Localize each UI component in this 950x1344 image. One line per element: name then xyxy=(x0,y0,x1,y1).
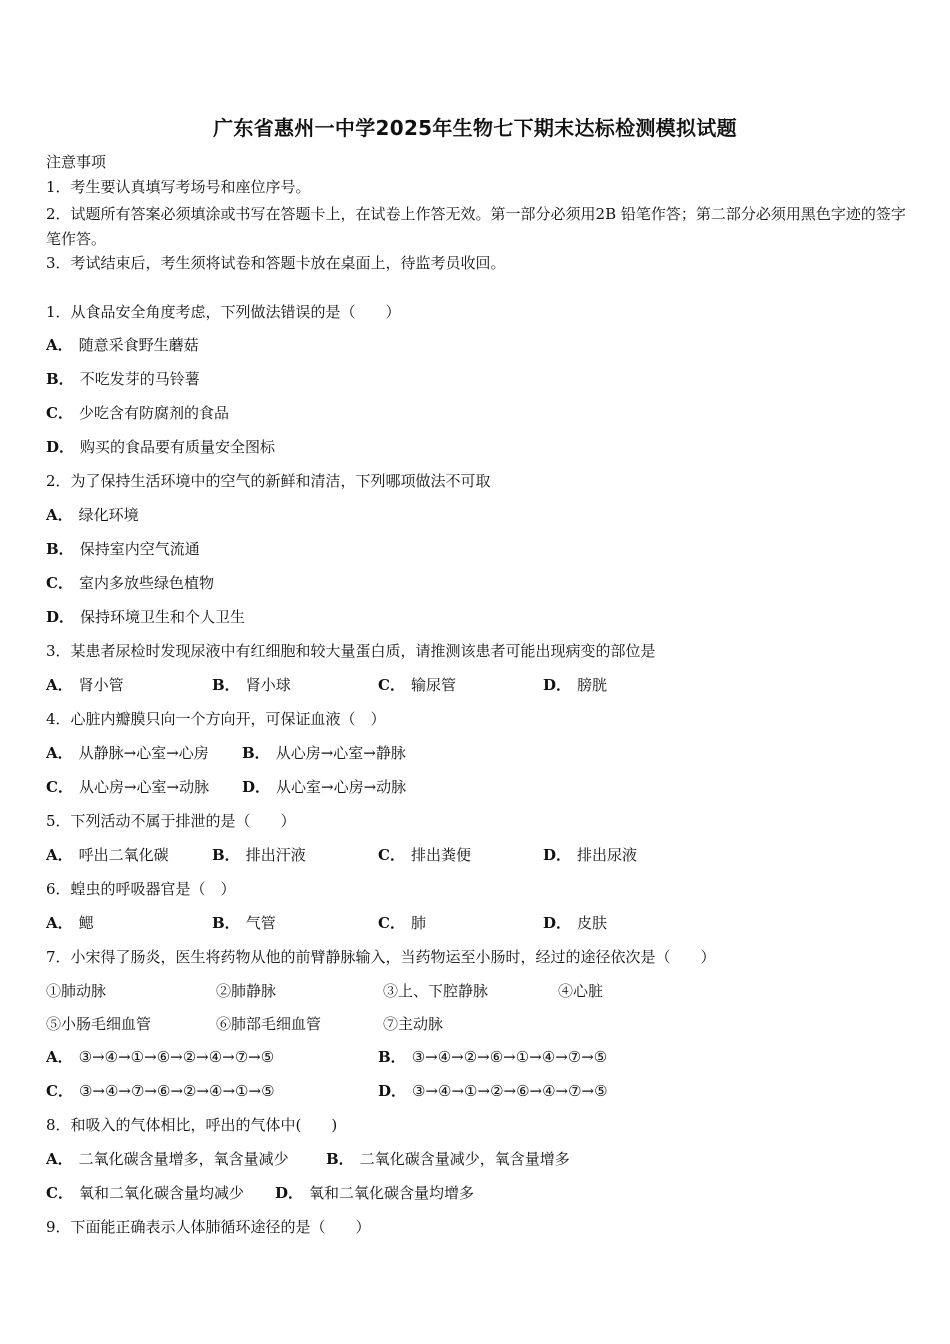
question-1-option-a xyxy=(46,335,199,355)
question-6-option-d xyxy=(543,913,607,933)
option-text: 氧和二氧化碳含量均增多 xyxy=(309,1184,475,1202)
option-text: 从心室→心房→动脉 xyxy=(276,778,407,796)
option-text: 随意采食野生蘑菇 xyxy=(78,336,199,354)
question-4-option-d xyxy=(242,777,406,797)
question-5-option-a xyxy=(46,845,169,865)
option-label: B． xyxy=(212,846,240,864)
option-text: 排出粪便 xyxy=(410,846,471,864)
option-label: C． xyxy=(46,778,73,796)
option-text: ③→④→②→⑥→①→④→⑦→⑤ xyxy=(411,1048,608,1066)
option-label: C． xyxy=(46,574,73,592)
question-4-option-c xyxy=(46,777,209,797)
option-label: B． xyxy=(212,914,240,932)
option-label: D． xyxy=(275,1184,304,1202)
question-5-stem: 5．下列活动不属于排泄的是（ ） xyxy=(46,812,296,830)
question-7-option-a xyxy=(46,1047,274,1067)
option-label: D． xyxy=(46,608,75,626)
question-3-option-c xyxy=(378,675,456,695)
option-label: A． xyxy=(46,506,73,524)
option-text: 输尿管 xyxy=(410,676,456,694)
option-text: 二氧化碳含量增多，氧含量减少 xyxy=(78,1150,289,1168)
question-7-stem: 7．小宋得了肠炎，医生将药物从他的前臂静脉输入，当药物运至小肠时，经过的途径依次是（ ） xyxy=(46,948,716,966)
option-text: 肾小球 xyxy=(245,676,291,694)
option-text: 少吃含有防腐剂的食品 xyxy=(78,404,229,422)
option-text: 购买的食品要有质量安全图标 xyxy=(80,438,276,456)
question-8-option-a xyxy=(46,1149,289,1169)
option-label: C． xyxy=(46,404,73,422)
question-1-option-d xyxy=(46,437,275,457)
question-7-option-d xyxy=(378,1081,608,1101)
notice-item-1: 1．考生要认真填写考场号和座位序号。 xyxy=(46,178,311,196)
option-text: 室内多放些绿色植物 xyxy=(78,574,214,592)
option-label: C． xyxy=(378,676,405,694)
option-label: D． xyxy=(46,438,75,456)
option-label: C． xyxy=(378,914,405,932)
question-7-item: ③上、下腔静脉 xyxy=(383,982,489,1000)
question-3-option-a xyxy=(46,675,124,695)
question-8-stem: 8．和吸入的气体相比，呼出的气体中( ) xyxy=(46,1116,338,1134)
option-text: 不吃发芽的马铃薯 xyxy=(79,370,200,388)
question-2-option-b xyxy=(46,539,200,559)
question-3-option-d xyxy=(543,675,607,695)
question-4-option-a xyxy=(46,743,209,763)
question-7-item: ⑤小肠毛细血管 xyxy=(46,1015,152,1033)
option-label: B． xyxy=(242,744,270,762)
question-8-option-b xyxy=(326,1149,570,1169)
question-8-option-c xyxy=(46,1183,244,1203)
option-label: A． xyxy=(46,1150,73,1168)
option-text: 排出汗液 xyxy=(245,846,306,864)
question-7-item: ⑦主动脉 xyxy=(383,1015,444,1033)
option-text: 氧和二氧化碳含量均减少 xyxy=(78,1184,244,1202)
option-text: 排出尿液 xyxy=(577,846,638,864)
question-2-option-c xyxy=(46,573,214,593)
option-text: 绿化环境 xyxy=(78,506,139,524)
option-text: 呼出二氧化碳 xyxy=(78,846,169,864)
option-text: 二氧化碳含量减少，氧含量增多 xyxy=(359,1150,570,1168)
option-label: A． xyxy=(46,914,73,932)
option-label: D． xyxy=(543,846,572,864)
question-7-item: ②肺静脉 xyxy=(216,982,277,1000)
option-text: 肺 xyxy=(410,914,426,932)
option-label: B． xyxy=(378,1048,406,1066)
option-text: 皮肤 xyxy=(577,914,608,932)
question-1-option-c xyxy=(46,403,229,423)
question-7-item: ①肺动脉 xyxy=(46,982,107,1000)
question-2-option-a xyxy=(46,505,139,525)
option-label: B． xyxy=(46,540,74,558)
option-text: 肾小管 xyxy=(78,676,124,694)
question-7-option-c xyxy=(46,1081,275,1101)
option-label: C． xyxy=(46,1082,73,1100)
option-label: B． xyxy=(326,1150,354,1168)
notice-item-3: 3．考试结束后，考生须将试卷和答题卡放在桌面上，待监考员收回。 xyxy=(46,254,506,272)
page-title: 广东省惠州一中学2025年生物七下期末达标检测模拟试题 xyxy=(213,116,737,140)
option-label: A． xyxy=(46,846,73,864)
question-6-option-b xyxy=(212,913,276,933)
question-3-stem: 3．某患者尿检时发现尿液中有红细胞和较大量蛋白质，请推测该患者可能出现病变的部位是 xyxy=(46,642,656,660)
question-7-option-b xyxy=(378,1047,607,1067)
notice-item-2: 2．试题所有答案必须填涂或书写在答题卡上，在试卷上作答无效。第一部分必须用2B 铅笔作答；第二部分必须用黑色字迹的签字笔作答。 xyxy=(46,205,906,248)
option-label: D． xyxy=(378,1082,407,1100)
question-6-stem: 6．蝗虫的呼吸器官是（ ） xyxy=(46,880,236,898)
option-label: A． xyxy=(46,1048,73,1066)
option-label: A． xyxy=(46,676,73,694)
option-text: ③→④→①→②→⑥→④→⑦→⑤ xyxy=(412,1082,608,1100)
option-text: 保持环境卫生和个人卫生 xyxy=(80,608,246,626)
option-text: 从静脉→心室→心房 xyxy=(78,744,209,762)
option-text: 从心房→心室→静脉 xyxy=(275,744,406,762)
option-label: B． xyxy=(212,676,240,694)
option-label: D． xyxy=(242,778,271,796)
option-label: D． xyxy=(543,914,572,932)
option-text: ③→④→⑦→⑥→②→④→①→⑤ xyxy=(78,1082,275,1100)
question-9-stem: 9．下面能正确表示人体肺循环途径的是（ ） xyxy=(46,1218,371,1236)
option-text: ③→④→①→⑥→②→④→⑦→⑤ xyxy=(78,1048,275,1066)
question-4-option-b xyxy=(242,743,406,763)
question-8-option-d xyxy=(275,1183,474,1203)
question-7-item: ④心脏 xyxy=(558,982,604,1000)
question-5-option-d xyxy=(543,845,637,865)
question-2-option-d xyxy=(46,607,245,627)
question-3-option-b xyxy=(212,675,291,695)
question-6-option-a xyxy=(46,913,94,933)
option-label: A． xyxy=(46,336,73,354)
question-1-stem: 1．从食品安全角度考虑，下列做法错误的是（ ） xyxy=(46,303,401,321)
option-label: A． xyxy=(46,744,73,762)
option-label: C． xyxy=(46,1184,73,1202)
option-text: 从心房→心室→动脉 xyxy=(78,778,210,796)
option-label: C． xyxy=(378,846,405,864)
question-5-option-c xyxy=(378,845,471,865)
option-text: 气管 xyxy=(245,914,276,932)
question-5-option-b xyxy=(212,845,306,865)
option-label: B． xyxy=(46,370,74,388)
notice-heading: 注意事项 xyxy=(46,153,107,171)
question-6-option-c xyxy=(378,913,426,933)
question-2-stem: 2．为了保持生活环境中的空气的新鲜和清洁，下列哪项做法不可取 xyxy=(46,472,491,490)
question-7-item: ⑥肺部毛细血管 xyxy=(216,1015,322,1033)
question-1-option-b xyxy=(46,369,200,389)
option-label: D． xyxy=(543,676,572,694)
question-4-stem: 4．心脏内瓣膜只向一个方向开，可保证血液（ ） xyxy=(46,710,386,728)
option-text: 保持室内空气流通 xyxy=(79,540,200,558)
option-text: 膀胱 xyxy=(577,676,608,694)
option-text: 鳃 xyxy=(78,914,94,932)
